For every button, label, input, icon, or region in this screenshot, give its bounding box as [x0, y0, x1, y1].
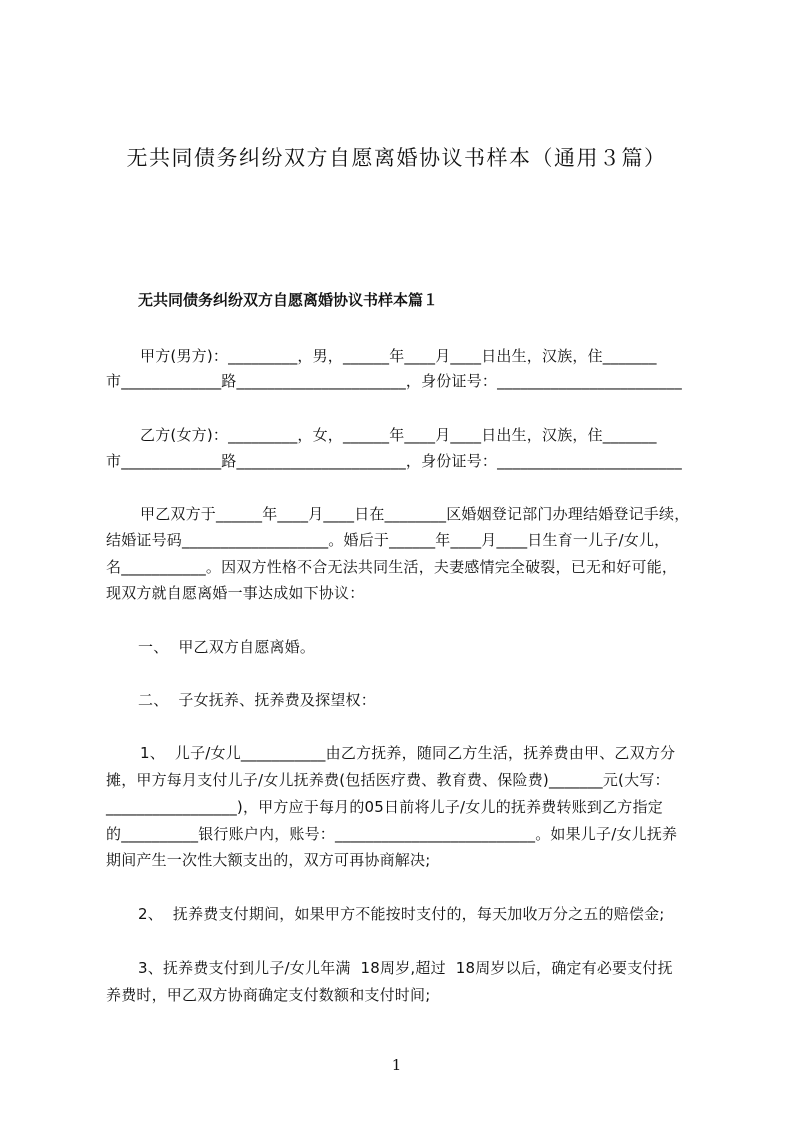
- section-heading: 无共同债务纠纷双方自愿离婚协议书样本篇１: [138, 291, 439, 309]
- item-1-line-2: 摊，甲方每月支付儿子/女儿抚养费(包括医疗费、教育费、保险费)_______元(大写：: [106, 771, 670, 789]
- item-1-line-1: 1、 儿子/女儿___________由乙方抚养，随同乙方生活，抚养费由甲、乙双方分: [140, 744, 676, 762]
- item-2: 2、 抚养费支付期间，如果甲方不能按时支付的，每天加收万分之五的赔偿金;: [138, 905, 665, 923]
- item-1-line-5: 期间产生一次性大额支出的，双方可再协商解决;: [106, 851, 431, 869]
- marriage-info-line-2: 结婚证号码___________________。婚后于______年____月____日生育一儿子/女儿，: [106, 531, 670, 549]
- item-1-line-4: 的__________银行账户内，账号：__________________________。如果儿子/女儿抚养: [106, 825, 678, 843]
- party-a-line-1: 甲方(男方)：_________，男，______年____月____日出生，汉族，住_______: [140, 347, 657, 365]
- page-number: 1: [391, 1056, 402, 1074]
- party-b-line-2: 市_____________路______________________，身份证号：________________________: [106, 452, 682, 470]
- item-3-line-1: 3、抚养费支付到儿子/女儿年满 18周岁,超过 18周岁以后，确定有必要支付抚: [138, 959, 673, 977]
- clause-2: 二、 子女抚养、抚养费及探望权：: [138, 691, 376, 709]
- marriage-info-line-3: 名___________。因双方性格不合无法共同生活，夫妻感情完全破裂，已无和好可能，: [106, 558, 678, 576]
- document-title: 无共同债务纠纷双方自愿离婚协议书样本（通用３篇）: [126, 146, 667, 170]
- party-a-line-2: 市_____________路______________________，身份证号：________________________: [106, 372, 682, 390]
- item-1-line-3: _________________)，甲方应于每月的05日前将儿子/女儿的抚养费转账到乙方指定: [106, 798, 663, 816]
- item-3-line-2: 养费时，甲乙双方协商确定支付数额和支付时间;: [106, 986, 431, 1004]
- clause-1: 一、 甲乙双方自愿离婚。: [138, 638, 316, 656]
- marriage-info-line-1: 甲乙双方于______年____月____日在________区婚姻登记部门办理结婚登记手续，: [140, 505, 690, 523]
- party-b-line-1: 乙方(女方)：_________，女，______年____月____日出生，汉族，住_______: [140, 426, 657, 444]
- marriage-info-line-4: 现双方就自愿离婚一事达成如下协议：: [106, 584, 365, 602]
